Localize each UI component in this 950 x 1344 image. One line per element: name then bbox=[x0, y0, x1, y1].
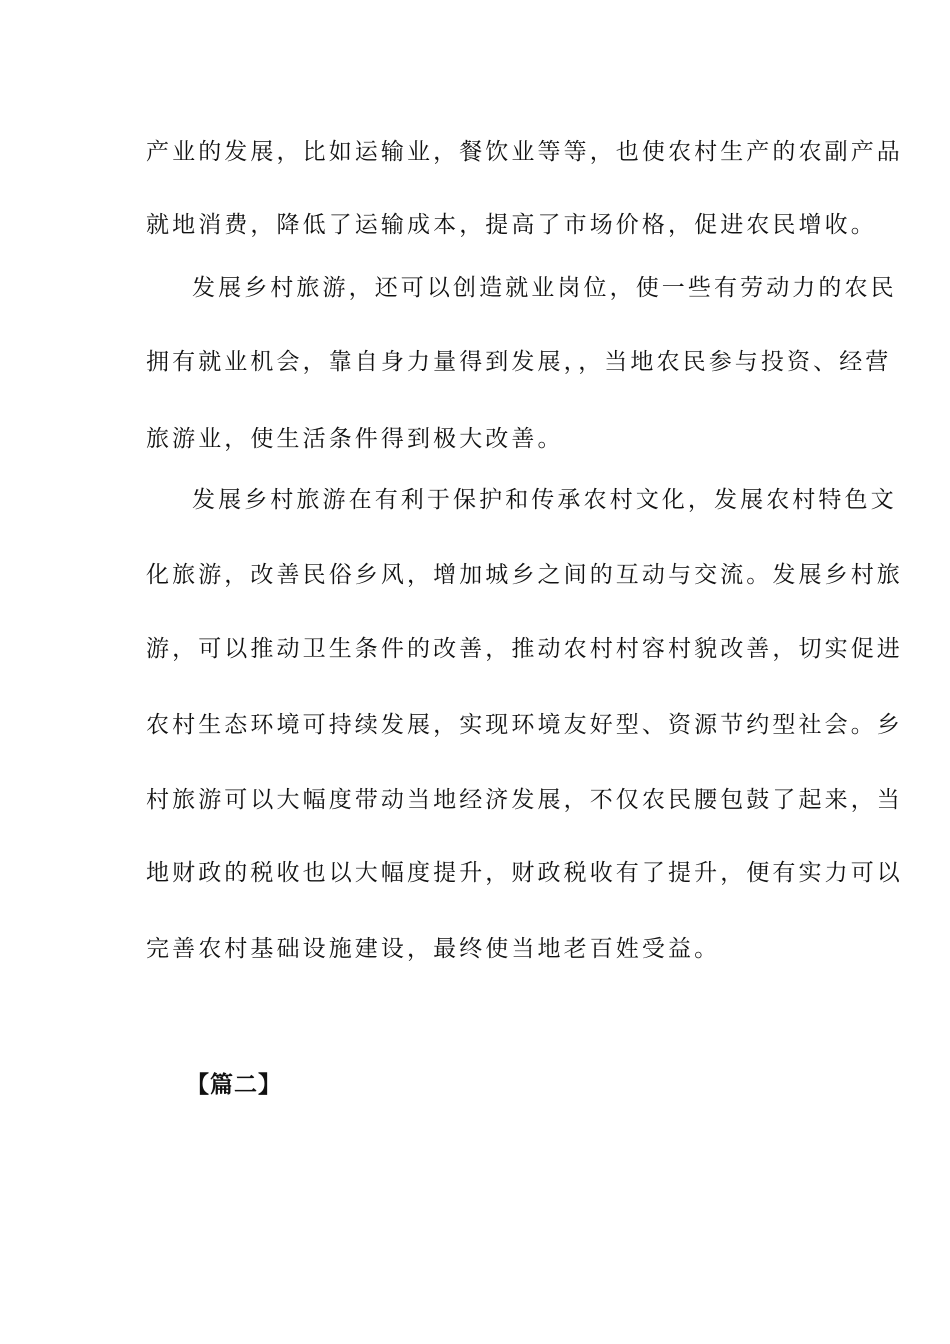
paragraph-1-line-1: 产业的发展，比如运输业，餐饮业等等，也使农村生产的农副产品 bbox=[146, 139, 903, 165]
paragraph-1-line-2: 就地消费，降低了运输成本，提高了市场价格，促进农民增收。 bbox=[146, 212, 877, 238]
paragraph-3-line-5: 村旅游可以大幅度带动当地经济发展，不仅农民腰包鼓了起来，当 bbox=[146, 787, 903, 813]
paragraph-3-line-3: 游，可以推动卫生条件的改善，推动农村村容村貌改善，切实促进 bbox=[146, 636, 903, 662]
paragraph-3-line-6: 地财政的税收也以大幅度提升，财政税收有了提升，便有实力可以 bbox=[146, 860, 903, 886]
paragraph-2-line-1: 发展乡村旅游，还可以创造就业岗位，使一些有劳动力的农民 bbox=[192, 275, 897, 301]
paragraph-2-line-2: 拥有就业机会，靠自身力量得到发展，，当地农民参与投资、经营 bbox=[146, 349, 892, 375]
paragraph-3-line-2: 化旅游，改善民俗乡风，增加城乡之间的互动与交流。发展乡村旅 bbox=[146, 562, 903, 588]
paragraph-3-line-7: 完善农村基础设施建设，最终使当地老百姓受益。 bbox=[146, 936, 721, 962]
paragraph-2-line-3: 旅游业，使生活条件得到极大改善。 bbox=[146, 426, 564, 452]
paragraph-3-line-1: 发展乡村旅游在有利于保护和传承农村文化，发展农村特色文 bbox=[192, 487, 897, 513]
paragraph-3-line-4: 农村生态环境可持续发展，实现环境友好型、资源节约型社会。乡 bbox=[146, 712, 903, 738]
section-heading: 【篇二】 bbox=[186, 1071, 282, 1098]
